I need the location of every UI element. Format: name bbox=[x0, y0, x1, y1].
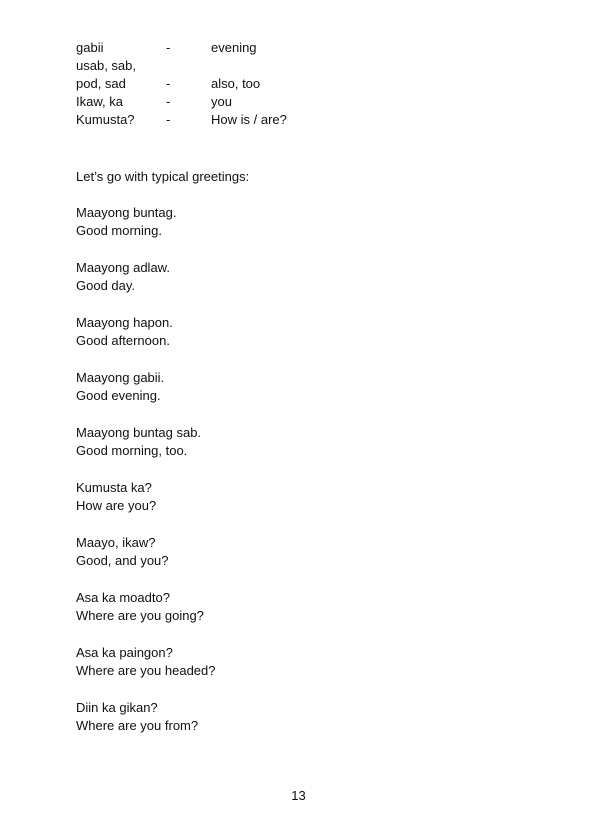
phrase-pair bbox=[76, 589, 215, 625]
phrase-pair bbox=[76, 479, 215, 515]
vocab-meaning: also, too bbox=[211, 76, 261, 91]
vocab-dash: - bbox=[166, 112, 171, 127]
vocab-row bbox=[76, 57, 376, 75]
vocab-meaning: How is / are? bbox=[211, 112, 287, 127]
phrase-english: How are you? bbox=[76, 498, 157, 513]
phrase-pair bbox=[76, 314, 215, 350]
phrase-cebuano: Maayong buntag sab. bbox=[76, 425, 202, 440]
phrase-cebuano: Kumusta ka? bbox=[76, 480, 152, 495]
phrase-cebuano: Maayong hapon. bbox=[76, 315, 173, 330]
vocab-term: gabii bbox=[76, 40, 104, 55]
vocab-row bbox=[76, 75, 376, 93]
page-number: 13 bbox=[291, 788, 306, 803]
phrase-cebuano: Diin ka gikan? bbox=[76, 700, 158, 715]
phrase-pair bbox=[76, 699, 215, 735]
phrase-english: Where are you from? bbox=[76, 718, 199, 733]
phrase-pair bbox=[76, 534, 215, 570]
vocab-row bbox=[76, 39, 376, 57]
vocab-row bbox=[76, 93, 376, 111]
phrase-english: Where are you headed? bbox=[76, 663, 216, 678]
vocab-meaning: evening bbox=[211, 40, 257, 55]
vocab-dash: - bbox=[166, 40, 171, 55]
phrase-english: Good, and you? bbox=[76, 553, 169, 568]
vocab-term: usab, sab, bbox=[76, 58, 136, 73]
phrase-cebuano: Asa ka paingon? bbox=[76, 645, 173, 660]
phrase-cebuano: Maayong gabii. bbox=[76, 370, 165, 385]
phrase-english: Good day. bbox=[76, 278, 136, 293]
vocab-row bbox=[76, 111, 376, 129]
phrase-pair bbox=[76, 204, 215, 240]
phrase-pair bbox=[76, 259, 215, 295]
phrase-cebuano: Maayong adlaw. bbox=[76, 260, 170, 275]
vocab-dash: - bbox=[166, 76, 171, 91]
phrase-cebuano: Maayo, ikaw? bbox=[76, 535, 156, 550]
phrase-english: Good morning. bbox=[76, 223, 162, 238]
phrase-pair bbox=[76, 644, 215, 680]
greeting-phrases bbox=[76, 204, 215, 754]
phrase-pair bbox=[76, 369, 215, 405]
vocabulary-list bbox=[76, 39, 376, 129]
vocab-dash: - bbox=[166, 94, 171, 109]
phrase-english: Good morning, too. bbox=[76, 443, 188, 458]
phrase-english: Good evening. bbox=[76, 388, 161, 403]
phrase-pair bbox=[76, 424, 215, 460]
phrase-cebuano: Maayong buntag. bbox=[76, 205, 177, 220]
vocab-meaning: you bbox=[211, 94, 232, 109]
vocab-term: Ikaw, ka bbox=[76, 94, 123, 109]
intro-text: Let’s go with typical greetings: bbox=[76, 169, 250, 184]
vocab-term: Kumusta? bbox=[76, 112, 135, 127]
phrase-english: Where are you going? bbox=[76, 608, 204, 623]
phrase-cebuano: Asa ka moadto? bbox=[76, 590, 170, 605]
phrase-english: Good afternoon. bbox=[76, 333, 170, 348]
vocab-term: pod, sad bbox=[76, 76, 126, 91]
